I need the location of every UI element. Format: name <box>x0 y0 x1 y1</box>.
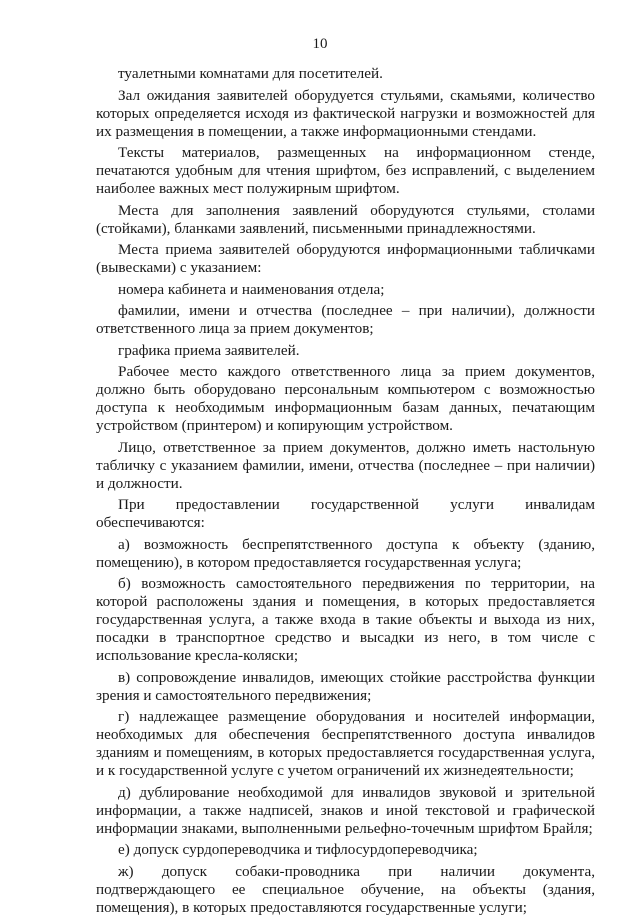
paragraph-form-filling-places: Места для заполнения заявлений оборудуются стульями, столами (стойками), бланками заявлений, письменными принадлежностями. <box>96 201 595 237</box>
paragraph-stand-texts: Тексты материалов, размещенных на информационном стенде, печатаются удобным для чтения шрифтом, без исправлений, с выделением наиболее важных мест полужирным шрифтом. <box>96 144 595 197</box>
paragraph-toilets-continuation: туалетными комнатами для посетителей. <box>118 65 383 82</box>
list-item-a: а) возможность беспрепятственного доступа к объекту (зданию, помещению), в котором предоставляется государственная услуга; <box>96 535 595 571</box>
list-item-v: в) сопровождение инвалидов, имеющих стойкие расстройства функции зрения и самостоятельного передвижения; <box>96 668 595 704</box>
document-body <box>96 65 595 920</box>
list-item-b: б) возможность самостоятельного передвижения по территории, на которой расположены здания и помещения, в которых предоставляется государственная услуга, а также входа в такие объекты и выхода из них, посадки в транспортное средство и высадки из него, в том числе с использование кресла-коляски; <box>96 575 595 664</box>
list-item-zh: ж) допуск собаки-проводника при наличии документа, подтверждающего ее специальное обучение, на объекты (здания, помещения), в которых предоставляются государственные услуги; <box>96 862 595 916</box>
page-number: 10 <box>312 36 328 52</box>
list-item-g: г) надлежащее размещение оборудования и носителей информации, необходимых для обеспечения беспрепятственного доступа инвалидов зданиям и помещениям, в которых предоставляется государственная услуга, и к государственной услуге с учетом ограничений их жизнедеятельности; <box>96 708 595 779</box>
list-item-d: д) дублирование необходимой для инвалидов звуковой и зрительной информации, а также надписей, знаков и иной текстовой и графической информации знаками, выполненными рельефно-точечным шрифтом Брайля; <box>96 783 595 837</box>
paragraph-disabled-provisions-intro: При предоставлении государственной услуги инвалидам обеспечиваются: <box>96 496 595 531</box>
list-item-e: е) допуск сурдопереводчика и тифлосурдопереводчика; <box>118 841 478 858</box>
paragraph-workplace-equipment: Рабочее место каждого ответственного лица за прием документов, должно быть оборудовано персональным компьютером с возможностью доступа к необходимым информационным базам данных, печатающим устройством (принтером) и копирующим устройством. <box>96 363 595 434</box>
paragraph-reception-places: Места приема заявителей оборудуются информационными табличками (вывесками) с указанием: <box>96 241 595 276</box>
paragraph-office-number: номера кабинета и наименования отдела; <box>118 280 385 298</box>
paragraph-waiting-hall: Зал ожидания заявителей оборудуется стульями, скамьями, количество которых определяется исходя из фактической нагрузки и возможностей для их размещения в помещении, а также информационными стендами. <box>96 86 595 140</box>
paragraph-reception-schedule: графика приема заявителей. <box>118 341 300 359</box>
paragraph-desk-sign: Лицо, ответственное за прием документов, должно иметь настольную табличку с указанием фамилии, имени, отчества (последнее – при наличии) и должности. <box>96 438 595 492</box>
paragraph-responsible-person-name: фамилии, имени и отчества (последнее – при наличии), должности ответственного лица за прием документов; <box>96 302 595 337</box>
